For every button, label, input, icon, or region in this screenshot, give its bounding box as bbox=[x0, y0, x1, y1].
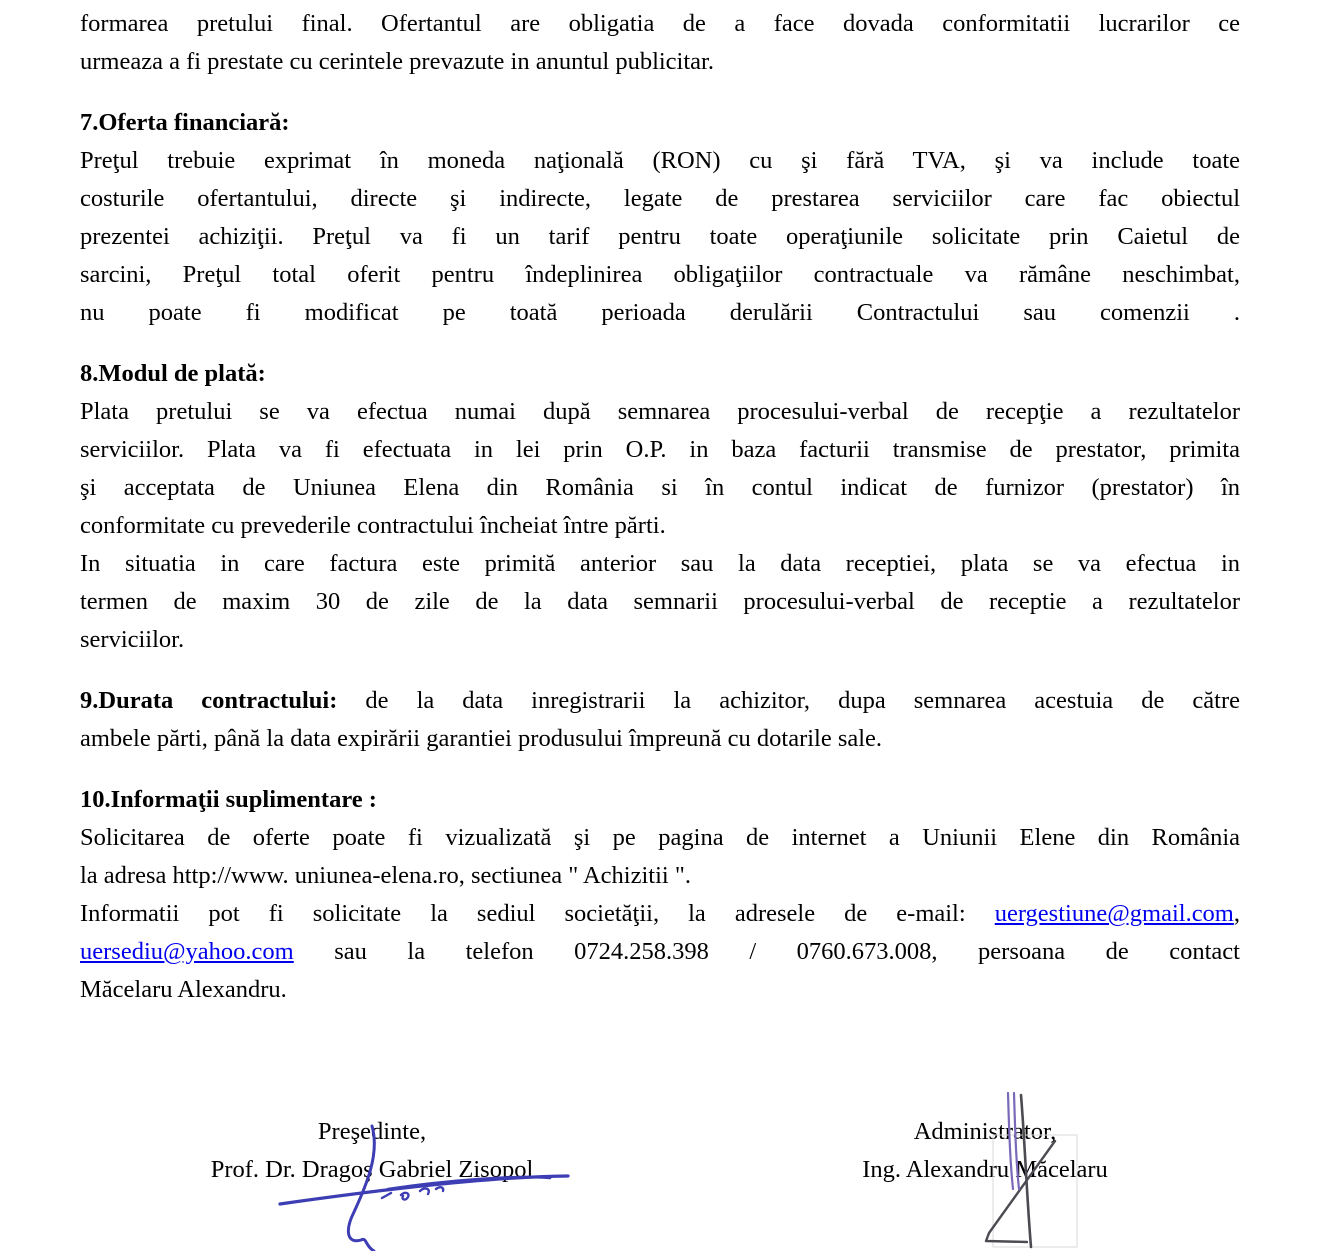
section bbox=[80, 355, 1240, 393]
text-line bbox=[80, 682, 1240, 720]
text-span: la adresa http://www. uniunea-elena.ro, sectiunea " Achizitii ". bbox=[80, 862, 691, 889]
document-body bbox=[80, 5, 1240, 1009]
text-span: In situatia in care factura este primită anterior sau la data receptiei, plata se va efectua in bbox=[80, 550, 1240, 577]
paragraph bbox=[80, 682, 1240, 758]
administrator-name: Ing. Alexandru Măcelaru bbox=[862, 1156, 1108, 1183]
text-span: Plata pretului se va efectua numai după semnarea procesului-verbal de recepţie a rezultatelor bbox=[80, 398, 1240, 425]
text-span: conformitate cu prevederile contractului încheiat între părti. bbox=[80, 512, 666, 539]
text-line bbox=[80, 43, 1240, 81]
text-line bbox=[80, 469, 1240, 507]
text-line bbox=[80, 819, 1240, 857]
paragraph bbox=[80, 393, 1240, 659]
administrator-signature-block bbox=[790, 1113, 1180, 1189]
section-heading bbox=[80, 355, 1240, 393]
president-name: Prof. Dr. Dragoş Gabriel Zisopol bbox=[210, 1156, 534, 1183]
text-line bbox=[80, 256, 1240, 294]
text-line bbox=[80, 933, 1240, 971]
section bbox=[80, 104, 1240, 142]
text-span: urmeaza a fi prestate cu cerintele prevazute in anuntul publicitar. bbox=[80, 48, 714, 75]
text-line bbox=[80, 971, 1240, 1009]
signature-row bbox=[0, 1113, 1320, 1251]
text-line bbox=[80, 895, 1240, 933]
text-span: Informatii pot fi solicitate la sediul societăţii, la adresele de e-mail: bbox=[80, 900, 995, 927]
text-span: termen de maxim 30 de zile de la data semnarii procesului-verbal de receptie a rezultatelor bbox=[80, 588, 1240, 615]
text-span: serviciilor. Plata va fi efectuata in lei prin O.P. in baza facturii transmise de prestator, primita bbox=[80, 436, 1240, 463]
text-line bbox=[80, 218, 1240, 256]
text-line bbox=[80, 621, 1240, 659]
text-span: ambele părti, până la data expirării garantiei produsului împreună cu dotarile sale. bbox=[80, 725, 883, 752]
paragraph bbox=[80, 819, 1240, 1009]
text-line bbox=[80, 180, 1240, 218]
text-span: prezentei achiziţii. Preţul va fi un tarif pentru toate operaţiunile solicitate prin Caietul de bbox=[80, 223, 1240, 250]
text-span: Preţul trebuie exprimat în moneda naţională (RON) cu şi fără TVA, şi va include toate bbox=[80, 147, 1240, 174]
text-line bbox=[80, 142, 1240, 180]
text-line bbox=[80, 507, 1240, 545]
paragraph bbox=[80, 5, 1240, 81]
text-line bbox=[80, 583, 1240, 621]
text-line bbox=[80, 5, 1240, 43]
text-span: costurile ofertantului, directe şi indirecte, legate de prestarea serviciilor care fac obiectul bbox=[80, 185, 1240, 212]
bold-text: 8.Modul de plată: bbox=[80, 360, 266, 387]
text-span: sarcini, Preţul total oferit pentru îndeplinirea obligaţiilor contractuale va rămâne neschimbat, bbox=[80, 261, 1240, 288]
text-span: şi acceptata de Uniunea Elena din România si în contul indicat de furnizor (prestator) în bbox=[80, 474, 1240, 501]
president-signature-block bbox=[162, 1113, 582, 1189]
text-line bbox=[80, 720, 1240, 758]
text-line bbox=[80, 545, 1240, 583]
administrator-title: Administrator, bbox=[913, 1118, 1057, 1145]
bold-text: 10.Informaţii suplimentare : bbox=[80, 786, 377, 813]
text-line bbox=[80, 431, 1240, 469]
text-span: formarea pretului final. Ofertantul are obligatia de a face dovada conformitatii lucrarilor ce bbox=[80, 10, 1240, 37]
text-span: Măcelaru Alexandru. bbox=[80, 976, 287, 1003]
text-line bbox=[80, 294, 1240, 332]
email-link[interactable]: uersediu@yahoo.com bbox=[80, 938, 294, 965]
text-span: de la data inregistrarii la achizitor, dupa semnarea acestuia de către bbox=[337, 687, 1240, 714]
bold-text: 7.Oferta financiară: bbox=[80, 109, 290, 136]
president-title: Preşedinte, bbox=[317, 1118, 427, 1145]
text-span: serviciilor. bbox=[80, 626, 185, 653]
section-heading bbox=[80, 781, 1240, 819]
section bbox=[80, 781, 1240, 819]
text-span: nu poate fi modificat pe toată perioada derulării Contractului sau comenzii . bbox=[80, 299, 1240, 326]
text-span: Solicitarea de oferte poate fi vizualizată şi pe pagina de internet a Uniunii Elene din România bbox=[80, 824, 1240, 851]
paragraph bbox=[80, 142, 1240, 332]
email-link[interactable]: uergestiune@gmail.com bbox=[994, 900, 1234, 927]
text-span: sau la telefon 0724.258.398 / 0760.673.008, persoana de contact bbox=[293, 938, 1240, 965]
text-line bbox=[80, 857, 1240, 895]
section-heading bbox=[80, 104, 1240, 142]
bold-text: 9.Durata contractului: bbox=[80, 687, 338, 714]
text-line bbox=[80, 393, 1240, 431]
text-span: , bbox=[1233, 900, 1240, 927]
